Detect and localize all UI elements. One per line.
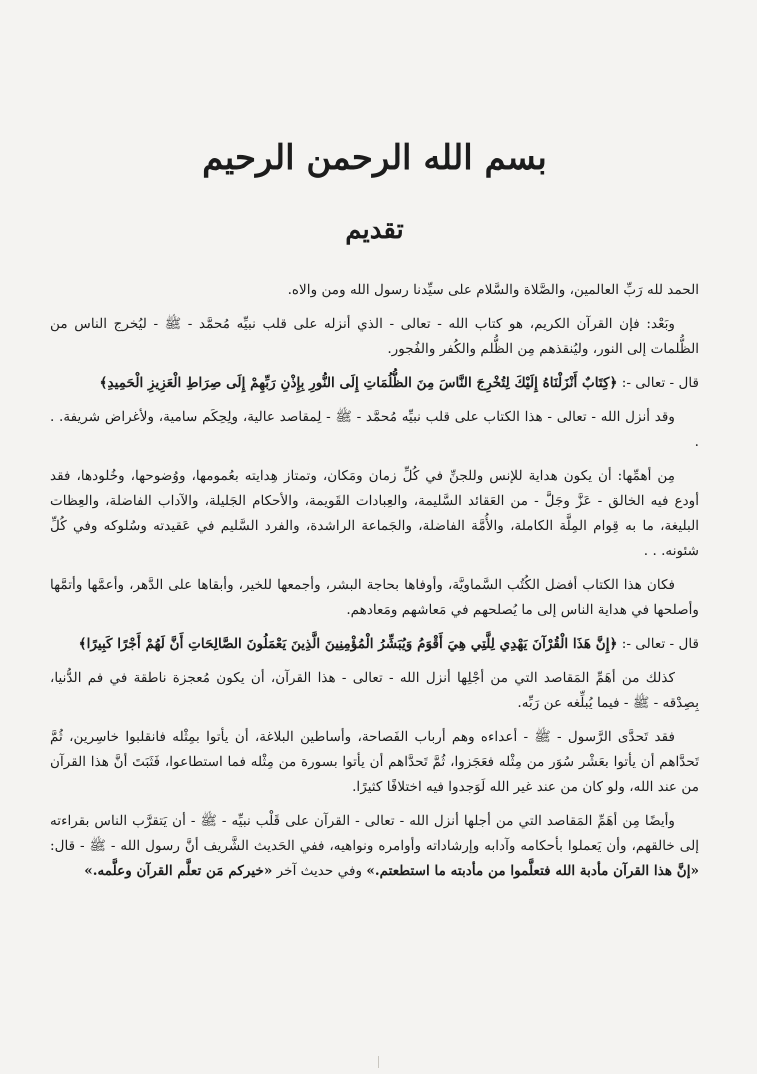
paragraph-6: فكان هذا الكتاب أفضل الكُتُب السَّماويَّة، وأوفاها بحاجة البشر، وأجمعها للخير، وأبقاها على الدَّهر، وأعمَّها وأتمَّها وأصلحها في هداية الناس إلى ما يُصلحهم في مَعاشهم ومَعادهم. (50, 577, 699, 618)
verse-intro: قال - تعالى -: (617, 636, 699, 652)
paragraph-10 (50, 809, 699, 884)
paragraph-text: وفي حديث آخر (272, 863, 367, 879)
hadith-quote: «خيركم مَن تعلَّم القرآن وعلَّمه.» (84, 863, 273, 879)
quran-verse: ﴿إِنَّ هَذَا الْقُرْآنَ يَهْدِي لِلَّتِي هِيَ أَقْوَمُ وَيُبَشِّرُ الْمُؤْمِنِينَ الَّذِينَ يَعْمَلُونَ الصَّالِحَاتِ أَنَّ لَهُمْ أَجْرًا كَبِيرًا﴾ (78, 636, 618, 652)
page-title: تقديم (345, 215, 404, 245)
page-edge-mark (378, 1056, 379, 1068)
hadith-quote: «إنَّ هذا القرآن مأدبة الله فتعلَّموا من مأدبته ما استطعتم.» (366, 863, 699, 879)
paragraph-7 (50, 632, 699, 657)
quran-verse: ﴿كِتَابٌ أَنْزَلْنَاهُ إِلَيْكَ لِتُخْرِجَ النَّاسَ مِنَ الظُّلُمَاتِ إِلَى النُّورِ بِإِذْنِ رَبِّهِمْ إِلَى صِرَاطِ الْعَزِيزِ الْحَمِيدِ﴾ (99, 375, 618, 391)
paragraph-text: وأيضًا مِن أهَمِّ المَقاصد التي من أجلها أنزل الله - تعالى - القرآن على قَلْب نبيِّه - ﷺ - أن يَتقرَّب الناس بقراءته إلى خالقهم، وأن يَعملوا بأحكامه وآدابه وإرشاداته وأوامره ونواهيه، ففي الحَديث الشَّريف أنَّ رسول الله - ﷺ - قال: (50, 813, 699, 854)
paragraph-3 (50, 371, 699, 396)
paragraph-1: الحمد لله رَبِّ العالمين، والصَّلاة والسَّلام على سيِّدنا رسول الله ومن والاه. (287, 282, 699, 298)
verse-intro: قال - تعالى -: (617, 375, 699, 391)
paragraph-9: فقد تَحدَّى الرَّسول - ﷺ - أعداءه وهم أرباب الفَصاحة، وأساطين البلاغة، أن يأتوا بمِثْله فانقلبوا خاسِرين، ثُمَّ تَحدَّاهم أن يأتوا بعَشْر سُوَر من مِثْله فعَجَزوا، ثُمَّ تَحدَّاهم أن يأتوا بسورة من مِثْله فما استطاعوا، فَثَبَتَ أنَّ هذا القرآن من عند الله، ولو كان من عند غير الله لَوَجدوا فيه اختلافًا كثيرًا. (50, 729, 699, 795)
paragraph-8: كذلك من أهَمِّ المَقاصد التي من أجْلِها أنزل الله - تعالى - هذا القرآن، أن يكون مُعجزة ناطقة في فم الدُّنيا، بِصِدْقه - ﷺ - فيما يُبلِّغه عن رَبِّه. (50, 670, 699, 711)
paragraph-4: وقد أنزل الله - تعالى - هذا الكتاب على قلب نبيِّه مُحمَّد - ﷺ - لِمقاصد عالية، ولِحِكَم سامية، ولأغراض شريفة. . . (50, 409, 699, 450)
basmala-calligraphy: بسم الله الرحمن الرحيم (202, 138, 547, 178)
paragraph-5: مِن أهمِّها: أن يكون هداية للإنس وللجنِّ في كُلِّ زمان ومَكان، وتمتاز هِدايته بعُمومها، ووُضوحها، وخُلودها، فقد أودع فيه الخالق - عَزَّ وجَلَّ - من العَقائد السَّليمة، والعِبادات القَويمة، والأحكام الجَليلة، والآداب الفاضلة، والعِظات البليغة، ما به قِوام المِلَّة الكاملة، والأُمَّة الفاضلة، والجَماعة الراشدة، والفرد السَّليم في عَقيدته وسُلوكه وفي كُلِّ شئونه. . . (50, 468, 699, 559)
paragraph-2: وبَعْد: فإن القرآن الكريم، هو كتاب الله - تعالى - الذي أنزله على قلب نبيِّه مُحمَّد - ﷺ - ليُخرج الناس من الظُّلمات إلى النور، وليُنقذهم مِن الظُّلم والكُفر والفُجور. (50, 316, 699, 357)
